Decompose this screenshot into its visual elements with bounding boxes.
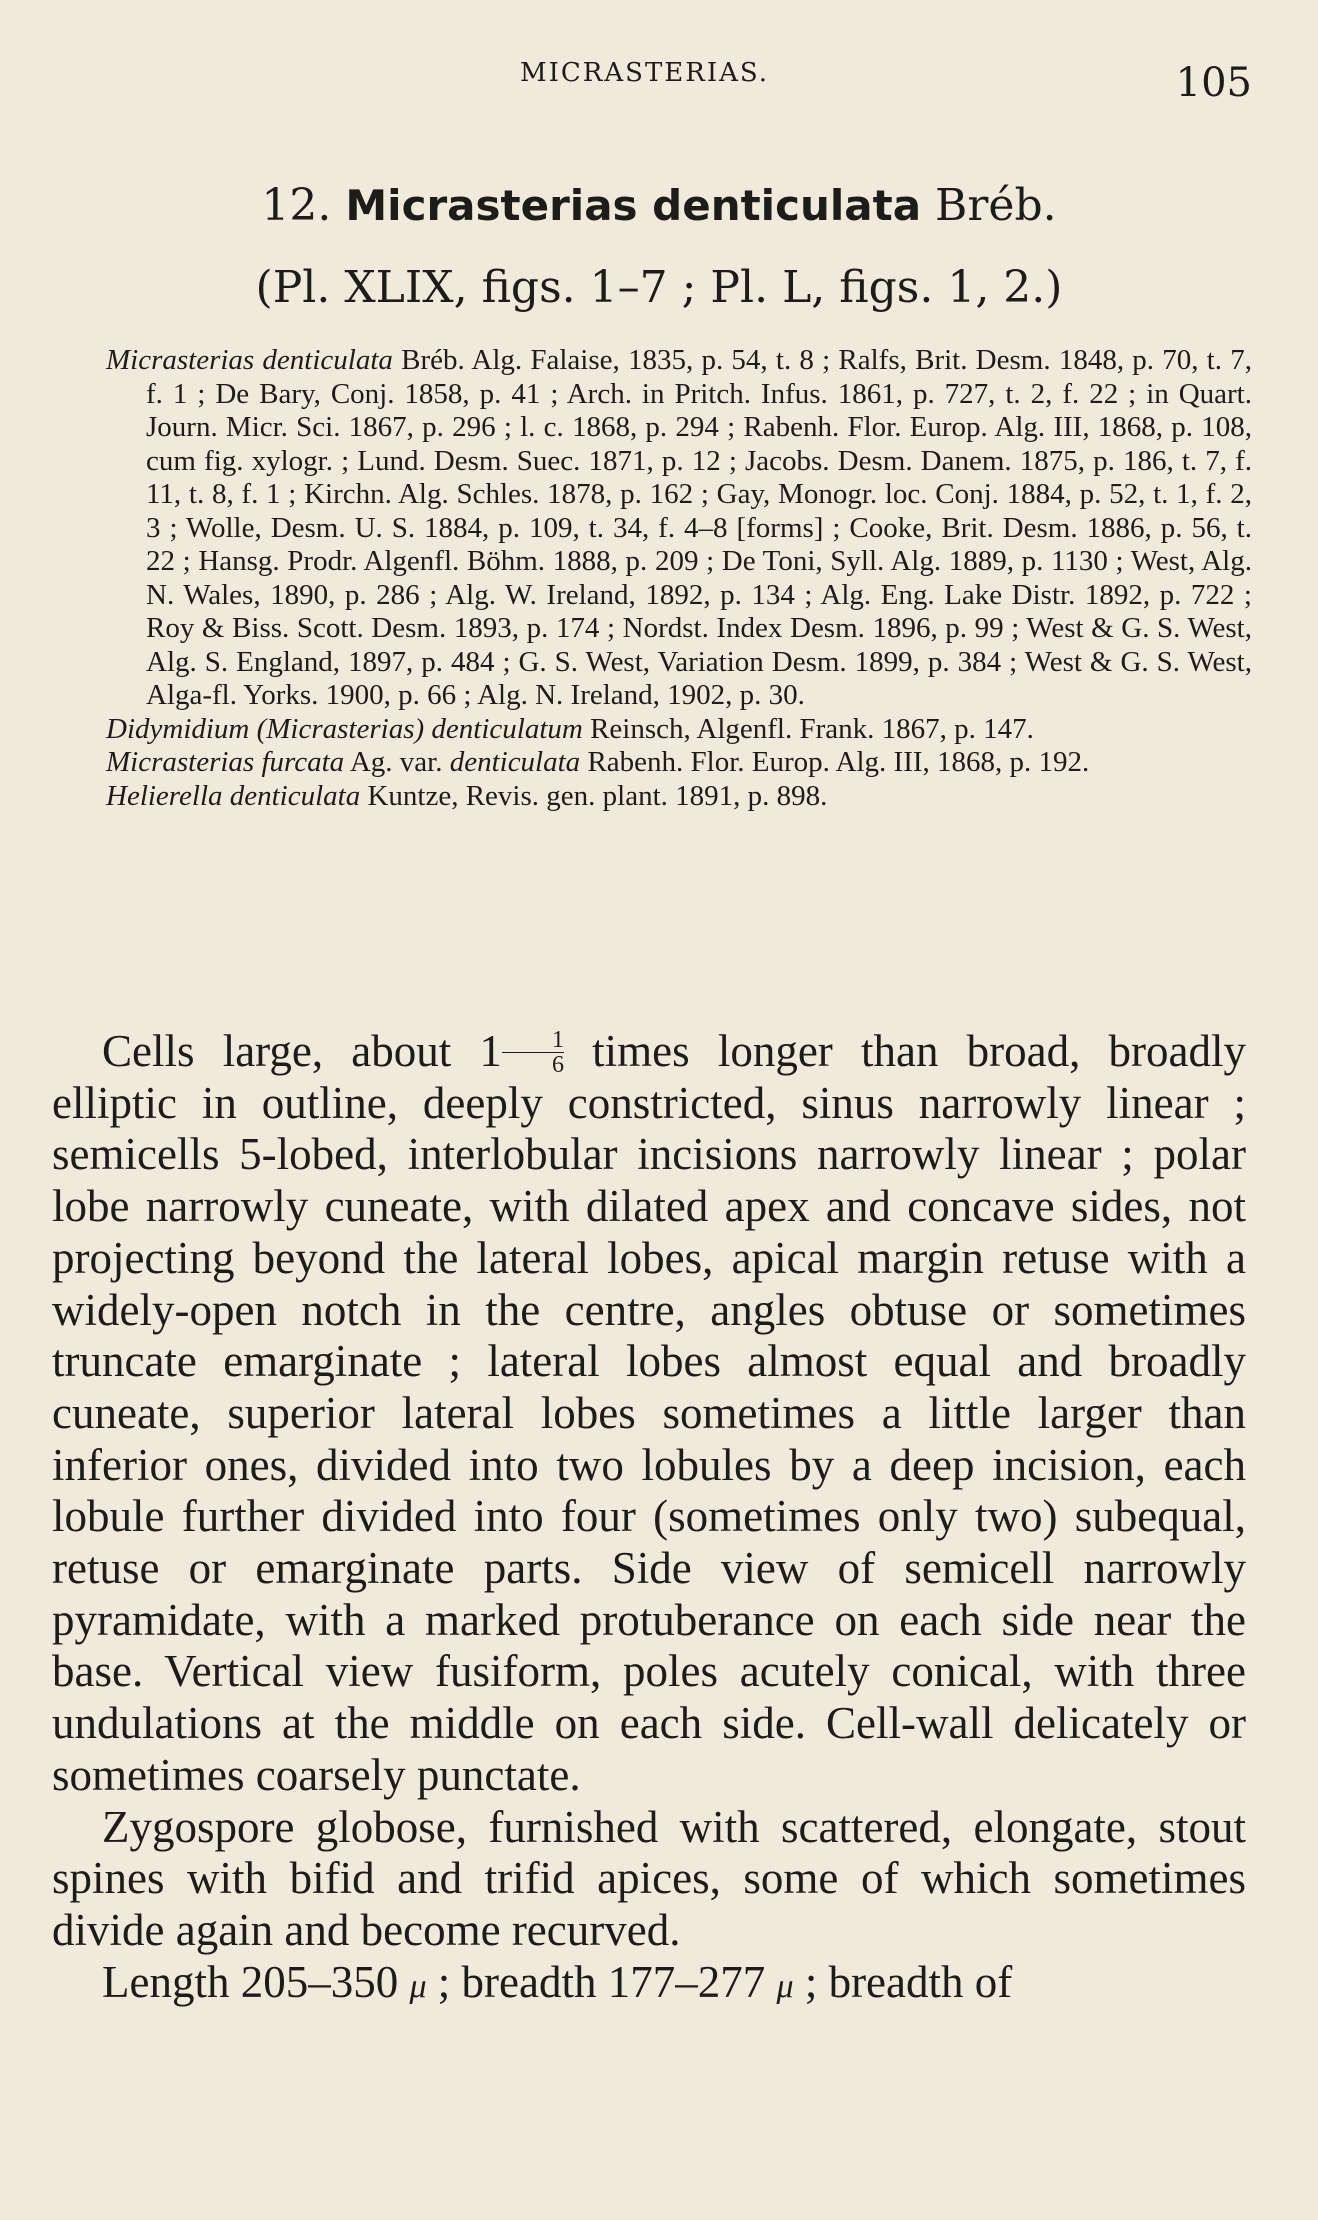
synonym-citation: Bréb. Alg. Falaise, 1835, p. 54, t. 8 ; Ralfs, Brit. Desm. 1848, p. 70, t. 7, f. 1 ; De Bary, Conj. 1858, p. 41 ; Arch. in Pritch. Infus. 1861, p. 727, t. 2, f. 22 ; in Quart. Journ. Micr. Sci. 1867, p. 296 ; l. c. 1868, p. 294 ; Rabenh. Flor. Europ. Alg. III, 1868, p. 108, cum fig. xylogr. ; Lund. Desm. Suec. 1871, p. 12 ; Jacobs. Desm. Danem. 1875, p. 186, t. 7, f. 11, t. 8, f. 1 ; Kirchn. Alg. Schles. 1878, p. 162 ; Gay, Monogr. loc. Conj. 1884, p. 52, t. 1, f. 2, 3 ; Wolle, Desm. U. S. 1884, p. 109, t. 34, f. 4–8 [forms] ; Cooke, Brit. Desm. 1886, p. 56, t. 22 ; Hansg. Prodr. Algenfl. Böhm. 1888, p. 209 ; De Toni, Syll. Alg. 1889, p. 1130 ; West, Alg. N. Wales, 1890, p. 286 ; Alg. W. Ireland, 1892, p. 134 ; Alg. Eng. Lake Distr. 1892, p. 722 ; Roy & Biss. Scott. Desm. 1893, p. 174 ; Nordst. Index Desm. 1896, p. 99 ; West & G. S. West, Alg. S. England, 1897, p. 484 ; G. S. West, Variation Desm. 1899, p. 384 ; West & G. S. West, Alga-fl. Yorks. 1900, p. 66 ; Alg. N. Ireland, 1902, p. 30. <box>146 344 1253 711</box>
running-title: MICRASTERIAS. <box>520 58 770 88</box>
synonymy-entry <box>106 746 1252 780</box>
breadth-text: ; breadth 177–277 <box>426 1956 777 2007</box>
plate-reference: (Pl. XLIX, figs. 1–7 ; Pl. L, figs. 1, 2.) <box>255 262 1063 313</box>
fraction-numerator: 1 <box>551 1027 564 1053</box>
synonymy-entry <box>106 344 1252 713</box>
breadth-of-text: ; breadth of <box>793 1956 1013 2007</box>
micron-symbol: μ <box>776 1967 794 2005</box>
micron-symbol: μ <box>409 1967 427 2005</box>
synonym-connector: Ag. var. <box>344 746 450 778</box>
fraction-denominator: 6 <box>502 1052 564 1077</box>
synonym-variety: denticulata <box>449 746 581 778</box>
zygospore-description: Zygospore globose, furnished with scattered, elongate, stout spines with bifid and trifid apices, some of which sometimes divide again and become recurved. <box>52 1801 1246 1955</box>
synonym-citation: Reinsch, Algenfl. Frank. 1867, p. 147. <box>582 712 1034 745</box>
synonym-name: Didymidium (Micrasterias) denticulatum <box>106 712 583 745</box>
page-number: 105 <box>1175 60 1252 106</box>
description-text <box>52 1026 1246 2012</box>
cell-description <box>52 1026 1246 1802</box>
synonymy-list <box>106 344 1252 813</box>
description-start: Cells large, about 1 <box>102 1026 502 1076</box>
length-text: Length 205–350 <box>102 1956 410 2007</box>
synonym-citation: Rabenh. Flor. Europ. Alg. III, 1868, p. 192. <box>580 746 1090 778</box>
synonym-name: Helierella denticulata <box>106 779 361 812</box>
species-author: Bréb. <box>935 180 1057 231</box>
synonym-name: Micrasterias furcata <box>106 746 345 778</box>
species-heading <box>0 180 1318 231</box>
fraction <box>502 1028 564 1077</box>
synonymy-entry <box>106 780 1252 814</box>
species-name: Micrasterias denticulata <box>345 181 922 230</box>
synonym-name: Micrasterias denticulata <box>106 344 393 376</box>
synonymy-entry <box>106 713 1252 747</box>
species-number: 12. <box>261 180 332 231</box>
description-rest: times longer than broad, broadly elliptic in outline, deeply constricted, sinus narrowly linear ; semicells 5-lobed, interlobular incisions narrowly linear ; polar lobe narrowly cuneate, with dilated apex and concave sides, not projecting beyond the lateral lobes, apical margin retuse with a widely-open notch in the centre, angles obtuse or sometimes truncate emarginate ; lateral lobes almost equal and broadly cuneate, superior lateral lobes sometimes a little larger than inferior ones, divided into two lobules by a deep incision, each lobule further divided into four (sometimes only two) subequal, retuse or emarginate parts. Side view of semicell narrowly pyramidate, with a marked protuberance on each side near the base. Vertical view fusiform, poles acutely conical, with three undulations at the middle on each side. Cell-wall delicately or sometimes coarsely punctate. <box>52 1026 1246 1800</box>
dimensions <box>52 1957 1246 2013</box>
synonym-citation: Kuntze, Revis. gen. plant. 1891, p. 898. <box>360 779 828 812</box>
